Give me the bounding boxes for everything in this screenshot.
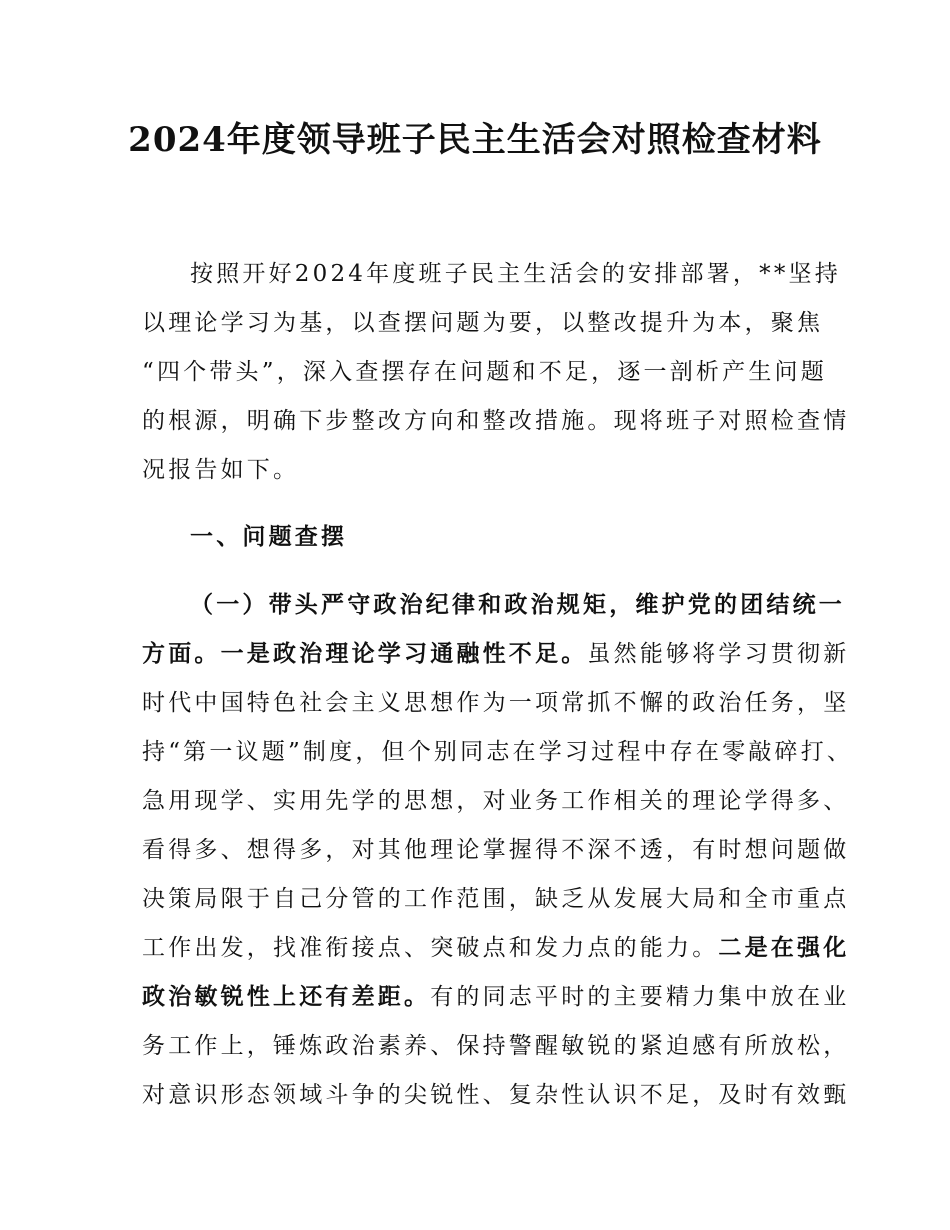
point-one-title: 一是政治理论学习通融性不足。 <box>220 640 588 667</box>
body-line <box>142 637 849 671</box>
body-line <box>142 980 849 1014</box>
intro-line: 按照开好2024年度班子民主生活会的安排部署，**坚持 <box>190 261 841 287</box>
intro-line: 以理论学习为基，以查摆问题为要，以整改提升为本，聚焦 <box>142 310 824 336</box>
body-line: 时代中国特色社会主义思想作为一项常抓不懈的政治任务，坚 <box>142 690 850 716</box>
subsection-heading: （一）带头严守政治纪律和政治规矩，维护党的团结统一 <box>190 591 845 618</box>
body-line: 急用现学、实用先学的思想，对业务工作相关的理论学得多、 <box>142 788 850 814</box>
intro-line: “四个带头”，深入查摆存在问题和不足，逐一剖析产生问题 <box>142 359 827 385</box>
point-one-text: 虽然能够将学习贯彻新 <box>587 641 850 667</box>
point-one-tail: 工作出发，找准衔接点、突破点和发力点的能力。 <box>142 935 719 961</box>
body-line: 决策局限于自己分管的工作范围，缺乏从发展大局和全市重点 <box>142 886 850 912</box>
document-title: 2024年度领导班子民主生活会对照检查材料 <box>128 120 822 160</box>
body-line: 看得多、想得多，对其他理论掌握得不深不透，有时想问题做 <box>142 837 850 863</box>
subsection-heading-end: 方面。 <box>142 640 221 667</box>
body-line: 对意识形态领域斗争的尖锐性、复杂性认识不足，及时有效甄 <box>142 1082 850 1108</box>
intro-line: 况报告如下。 <box>142 457 300 483</box>
point-two-title-end: 政治敏锐性上还有差距。 <box>142 983 431 1010</box>
body-line: 务工作上，锤炼政治素养、保持警醒敏锐的紧迫感有所放松， <box>142 1033 850 1059</box>
point-two-text: 有的同志平时的主要精力集中放在业 <box>430 984 850 1010</box>
point-two-title-start: 二是在强化 <box>718 934 850 961</box>
section-heading: 一、问题查摆 <box>190 523 348 550</box>
body-line <box>142 931 849 965</box>
body-line: 持“第一议题”制度，但个别同志在学习过程中存在零敲碎打、 <box>142 739 854 765</box>
intro-line: 的根源，明确下步整改方向和整改措施。现将班子对照检查情 <box>142 408 850 434</box>
